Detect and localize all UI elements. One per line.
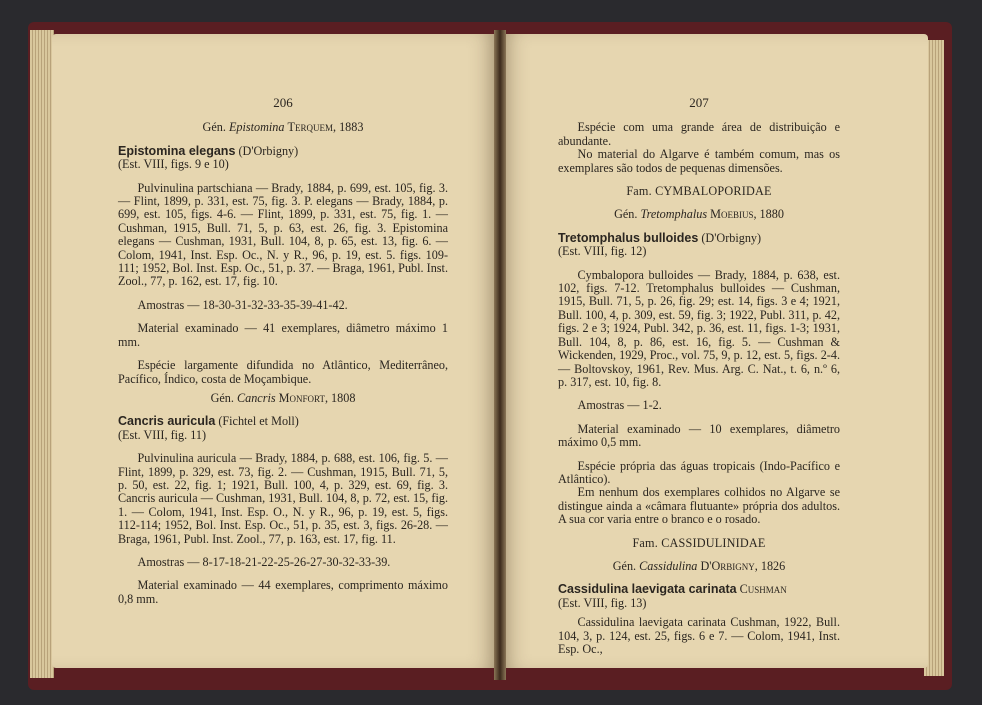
species-heading: Cassidulina laevigata carinata Cushman <box>558 582 787 597</box>
left-page-text <box>118 96 448 606</box>
samples-list: Amostras — 1-2. <box>577 398 662 413</box>
samples-list: Amostras — 18-30-31-32-33-35-39-41-42. <box>137 297 348 312</box>
page-number: 206 <box>273 95 293 110</box>
species-heading: Tretomphalus bulloides (D'Orbigny) <box>558 230 762 245</box>
paragraph: Em nenhum dos exemplares colhidos no Algarve se distingue ainda a «câmara flutuante» própria dos adultos. A sua cor varia entre o branco e o rosado. <box>558 485 840 527</box>
samples-list: Amostras — 8-17-18-21-22-25-26-27-30-32-33-39. <box>137 554 391 569</box>
right-page-text <box>558 96 840 656</box>
synonymy: Cassidulina laevigata carinata Cushman, 1922, Bull. 104, 3, p. 124, est. 25, figs. 6 e 7. — Colom, 1941, Inst. Esp. Oc., <box>558 615 840 656</box>
material-examined: Material examinado — 41 exemplares, diâmetro máximo 1 mm. <box>118 321 448 349</box>
distribution-note: Espécie própria das águas tropicais (Indo-Pacífico e Atlântico). <box>558 458 840 486</box>
book-gutter <box>494 30 506 680</box>
paragraph: Espécie com uma grande área de distribuição e abundante. <box>558 120 840 148</box>
distribution-note: Espécie largamente difundida no Atlântico, Mediterrâneo, Pacífico, Índico, costa de Moçambique. <box>118 358 448 386</box>
synonymy: Pulvinulina partschiana — Brady, 1884, p. 699, est. 105, fig. 3. — Flint, 1899, p. 331, est. 75, fig. 3. P. elegans — Brady, 1884, p. 699, est. 105, figs. 4-6. — Flint, 1899, p. 331, est. 75, fig. 1. — Cushman, 1915, Bull. 71, 5, p. 63, est. 26, fig. 3. Epistomina elegans — Cushman, 1931, Bull. 104, 8, p. 65, est. 13, fig. 6. — Colom, 1941, Inst. Esp. Oc., N. y R., 96, p. 19, est. 5. figs. 109-111; 1952, Bol. Inst. Esp. Oc., 51, p. 37. — Braga, 1961, Publ. Inst. Zool., 77, p. 162, est. 17, fig. 10. <box>118 180 448 289</box>
material-examined: Material examinado — 44 exemplares, comprimento máximo 0,8 mm. <box>118 578 448 606</box>
genus-heading: Gén. Tretomphalus Moebius, 1880 <box>614 207 784 222</box>
page-edges-left <box>30 30 54 678</box>
page-number: 207 <box>689 95 709 110</box>
synonymy: Cymbalopora bulloides — Brady, 1884, p. 638, est. 102, figs. 7-12. Tretomphalus bulloides — Cushman, 1915, Bull. 71, 5, p. 26, fig. 29; est. 14, figs. 3 e 4; 1921, Bull. 100, 4, p. 309, est. 59, fig. 3; 1922, Publ. 311, p. 42, figs. 2 e 3; 1924, Publ. 342, p. 36, est. 11, figs. 1-3; 1931, Bull. 104, 8, p. 86, est. 16, fig. 5. — Cushman & Wickenden, 1929, Proc., vol. 75, 9, p. 12, est. 5, figs. 2-4. — Boltovskoy, 1961, Rev. Mus. Arg. C. Nat., t. 6, n.º 6, p. 317, est. 10, fig. 8. <box>558 267 840 389</box>
genus-heading: Gén. Epistomina Terquem, 1883 <box>202 120 364 135</box>
family-heading: Fam. CASSIDULINIDAE <box>632 535 766 550</box>
genus-heading: Gén. Cassidulina D'Orbigny, 1826 <box>612 558 786 573</box>
family-heading: Fam. CYMBALOPORIDAE <box>626 184 772 199</box>
plate-reference: (Est. VIII, fig. 11) <box>118 427 207 442</box>
genus-heading: Gén. Cancris Monfort, 1808 <box>210 390 356 405</box>
plate-reference: (Est. VIII, fig. 12) <box>558 244 647 259</box>
plate-reference: (Est. VIII, fig. 13) <box>558 595 647 610</box>
paragraph: No material do Algarve é também comum, mas os exemplares são todos de pequenas dimensões. <box>558 147 840 175</box>
synonymy: Pulvinulina auricula — Brady, 1884, p. 688, est. 106, fig. 5. — Flint, 1899, p. 329, est. 73, fig. 2. — Cushman, 1915, Bull. 71, 5, p. 50, est. 22, fig. 1; 1921, Bull. 100, 4, p. 329, est. 69, fig. 3. Cancris auricula — Cushman, 1931, Bull. 104, 8, p. 72, est. 15, fig. 1. — Colom, 1941, Inst. Esp. O., N. y R., 96, p. 19, est. 5, figs. 112-114; 1952, Bol. Inst. Esp. Oc., 51, p. 35, est. 3, figs. 26-28. — Braga, 1961, Publ. Inst. Zool., 77, p. 163, est. 17, fig. 11. <box>118 451 448 546</box>
species-heading: Cancris auricula (Fichtel et Moll) <box>118 414 299 429</box>
material-examined: Material examinado — 10 exemplares, diâmetro máximo 0,5 mm. <box>558 421 840 450</box>
plate-reference: (Est. VIII, figs. 9 e 10) <box>118 157 229 172</box>
species-heading: Epistomina elegans (D'Orbigny) <box>118 143 299 158</box>
